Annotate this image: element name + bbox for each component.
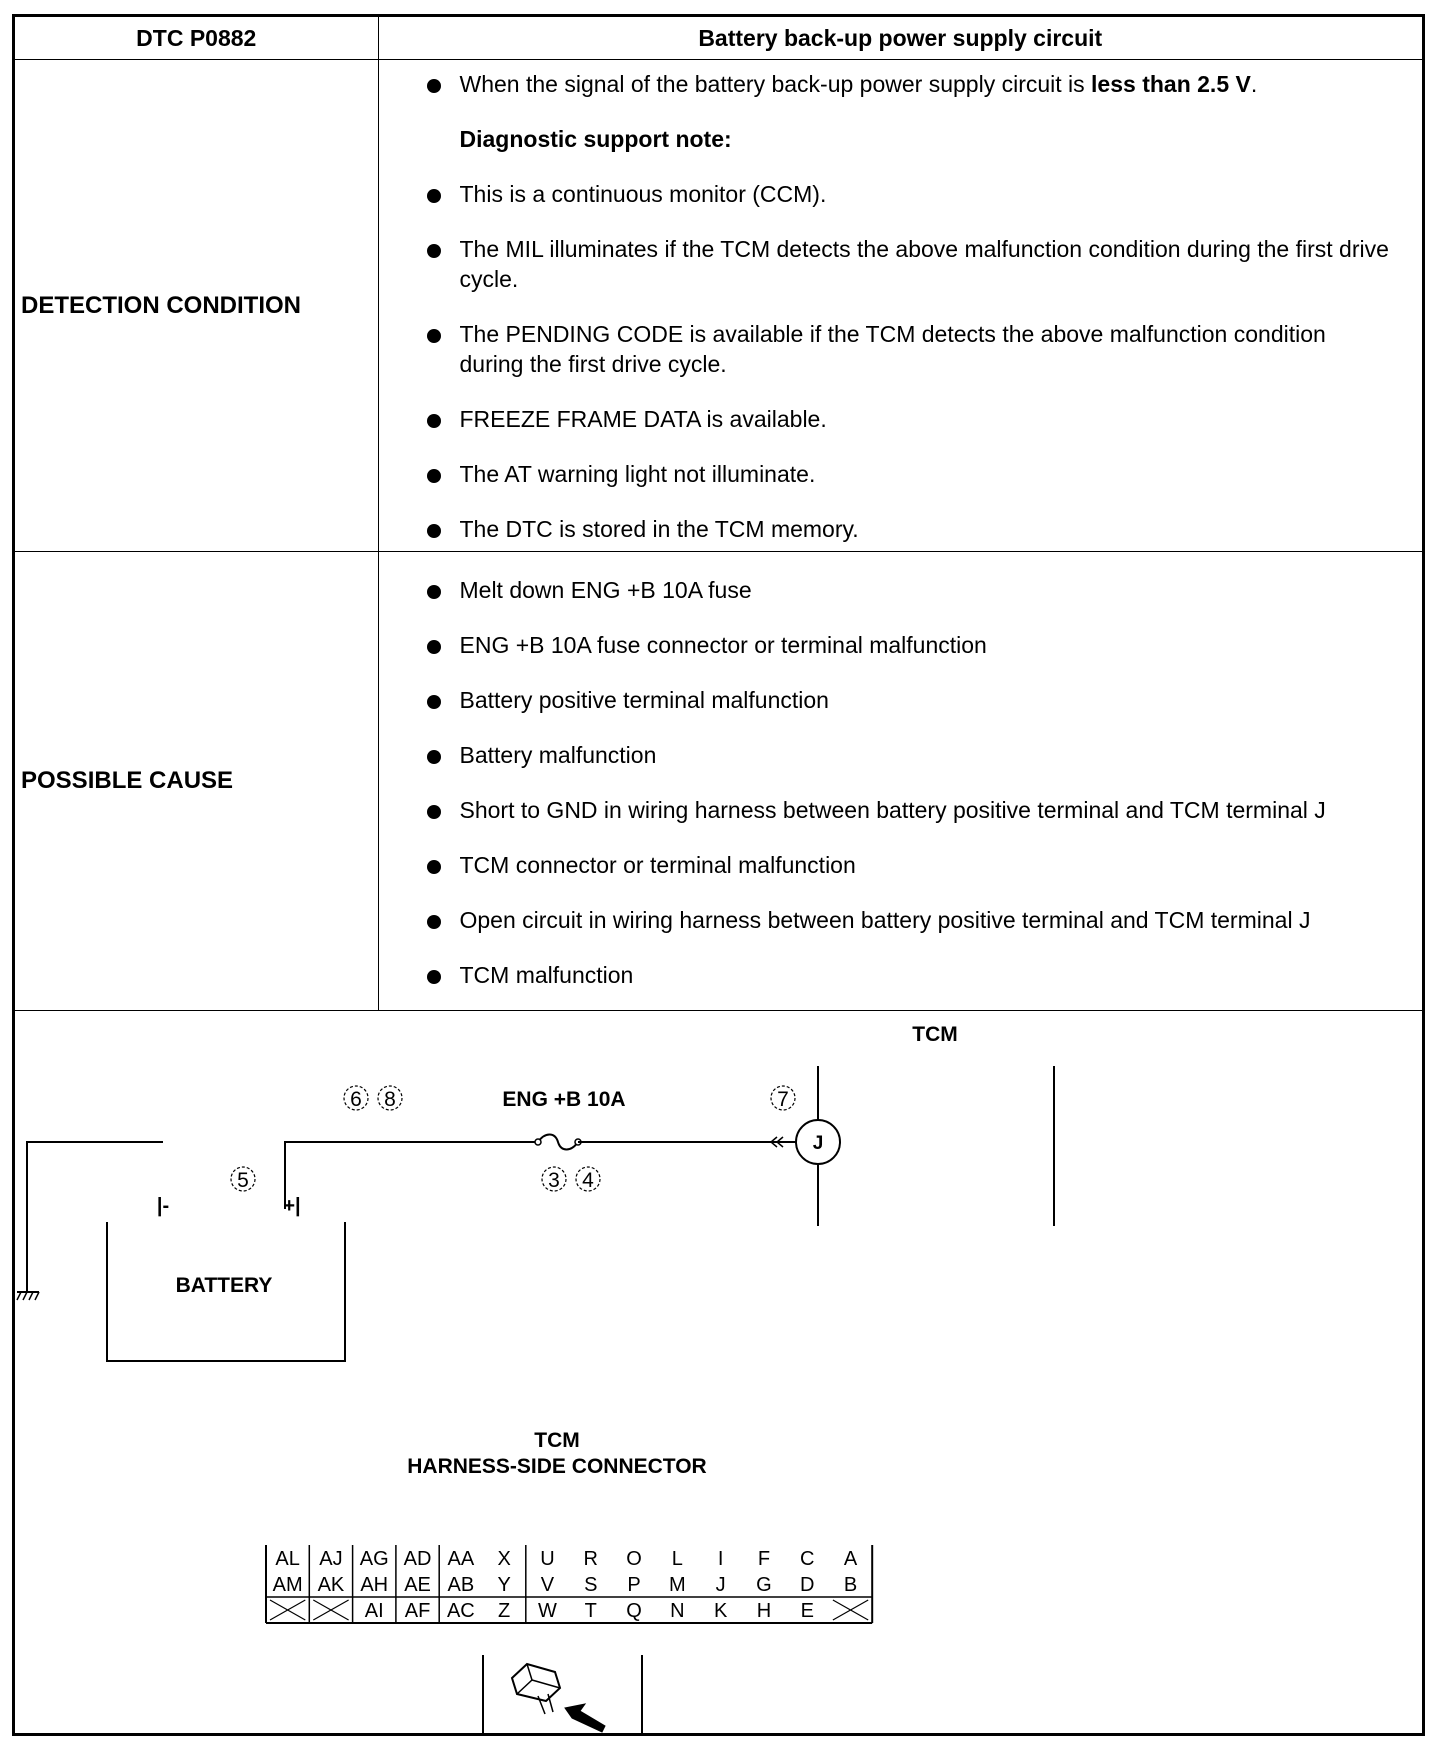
detection-cell	[378, 60, 1422, 552]
terminal-j-label: J	[812, 1133, 824, 1154]
connector-pin-t: T	[584, 1600, 597, 1622]
connector-pin-p: P	[627, 1574, 641, 1596]
connector-pin-grid	[266, 1545, 872, 1623]
connector-pin-v: V	[540, 1574, 555, 1596]
fuse-label: ENG +B 10A	[502, 1088, 626, 1111]
fuse-terminal-left	[535, 1139, 541, 1145]
connector-pin-q: Q	[626, 1600, 642, 1622]
connector-pin-aj: AJ	[319, 1548, 343, 1570]
callout-7	[771, 1086, 795, 1111]
connector-pin-b: B	[843, 1574, 858, 1596]
possible-cause-cell	[378, 552, 1422, 1011]
connector-pin-a: A	[843, 1548, 858, 1570]
cause-item: Short to GND in wiring harness between battery positive terminal and TCM terminal J	[380, 795, 1392, 825]
connector-pin-af: AF	[404, 1600, 431, 1622]
diagnostic-note-heading: Diagnostic support note:	[459, 126, 732, 152]
detection-label: DETECTION CONDITION	[15, 60, 378, 552]
empty-pin-cross	[270, 1600, 305, 1620]
connector-title-harness: HARNESS-SIDE CONNECTOR	[407, 1455, 707, 1478]
dtc-sheet	[12, 14, 1425, 1736]
cause-item: Open circuit in wiring harness between battery positive terminal and TCM terminal J	[380, 905, 1392, 935]
empty-pin-cross	[833, 1600, 868, 1620]
connector-pin-u: U	[540, 1548, 555, 1570]
connector-pin-m: M	[669, 1574, 686, 1596]
svg-text:7: 7	[777, 1088, 789, 1111]
cause-item: Battery malfunction	[380, 740, 1392, 770]
cause-item: TCM connector or terminal malfunction	[380, 850, 1392, 880]
cause-item: Melt down ENG +B 10A fuse	[380, 575, 1392, 605]
callout-5	[231, 1167, 255, 1192]
dtc-table	[15, 17, 1422, 1011]
cause-item: Battery positive terminal malfunction	[380, 685, 1392, 715]
connector-pin-ah: AH	[360, 1574, 389, 1596]
connector-pin-ag: AG	[359, 1548, 389, 1570]
connector-pin-l: L	[671, 1548, 683, 1570]
detection-row	[15, 60, 1422, 552]
connector-pin-e: E	[800, 1600, 814, 1622]
connector-pin-ae: AE	[404, 1574, 431, 1596]
callout-3	[542, 1167, 566, 1192]
detection-item: The PENDING CODE is available if the TCM detects the above malfunction condition during the first drive cycle.	[380, 319, 1392, 379]
connector-pin-ai: AI	[364, 1600, 384, 1622]
callout-8	[378, 1086, 402, 1111]
battery-negative-label: |-	[156, 1195, 170, 1217]
connector-pin-ak: AK	[317, 1574, 345, 1596]
connector-pin-h: H	[756, 1600, 772, 1622]
connector-pin-d: D	[800, 1574, 815, 1596]
connector-pin-ab: AB	[447, 1574, 475, 1596]
connector-pin-i: I	[717, 1548, 724, 1570]
detection-first-item: When the signal of the battery back-up power supply circuit is less than 2.5 V.	[380, 69, 1392, 99]
possible-cause-list	[380, 569, 1422, 994]
tcm-label: TCM	[912, 1023, 958, 1046]
connector-pin-z: Z	[498, 1600, 511, 1622]
connector-pin-o: O	[626, 1548, 642, 1570]
detection-item: The DTC is stored in the TCM memory.	[380, 514, 1392, 544]
callout-4	[576, 1167, 600, 1192]
connector-pin-ad: AD	[403, 1548, 432, 1570]
connector-pin-x: X	[497, 1548, 511, 1570]
connector-pin-aa: AA	[447, 1548, 475, 1570]
cause-item: ENG +B 10A fuse connector or terminal malfunction	[380, 630, 1392, 660]
connector-pin-c: C	[800, 1548, 815, 1570]
detection-item: This is a continuous monitor (CCM).	[380, 179, 1392, 209]
connector-title-tcm: TCM	[534, 1429, 580, 1452]
connector-pin-r: R	[583, 1548, 598, 1570]
connector-pin-ac: AC	[446, 1600, 475, 1622]
battery-positive-label: +|	[283, 1195, 301, 1217]
fuse-icon	[538, 1135, 578, 1150]
ground-symbol-icon	[17, 1292, 39, 1300]
connector-pin-f: F	[757, 1548, 771, 1570]
possible-cause-row	[15, 552, 1422, 1011]
connector-pin-j: J	[715, 1574, 726, 1596]
dtc-code: DTC P0882	[15, 17, 378, 60]
connector-pin-am: AM	[272, 1574, 303, 1596]
header-row	[15, 17, 1422, 60]
wiring-diagram-svg	[15, 1006, 1422, 1733]
wiring-diagram	[15, 1006, 1422, 1733]
connector-pin-n: N	[670, 1600, 685, 1622]
positive-wire-left	[285, 1142, 538, 1209]
svg-text:6: 6	[350, 1088, 362, 1111]
detection-item: The MIL illuminates if the TCM detects the above malfunction condition during the first drive cycle.	[380, 234, 1392, 294]
ground-wire	[27, 1142, 163, 1292]
svg-text:4: 4	[582, 1169, 594, 1192]
possible-cause-label: POSSIBLE CAUSE	[15, 552, 378, 1011]
connector-pin-al: AL	[275, 1548, 300, 1570]
svg-text:8: 8	[384, 1088, 396, 1111]
svg-text:5: 5	[237, 1169, 249, 1192]
threshold-value: less than 2.5 V	[1091, 71, 1251, 97]
connector-pin-y: Y	[497, 1574, 511, 1596]
connector-pin-k: K	[713, 1600, 728, 1622]
connector-pin-s: S	[584, 1574, 598, 1596]
battery-label: BATTERY	[175, 1274, 273, 1297]
empty-pin-cross	[313, 1600, 348, 1620]
detection-list	[380, 63, 1422, 548]
cause-item: TCM malfunction	[380, 960, 1392, 990]
detection-item: FREEZE FRAME DATA is available.	[380, 404, 1392, 434]
dtc-title: Battery back-up power supply circuit	[378, 17, 1422, 60]
connector-pin-g: G	[756, 1574, 772, 1596]
svg-text:3: 3	[548, 1169, 560, 1192]
harness-connector-view-icon	[512, 1664, 605, 1732]
connector-pin-w: W	[538, 1600, 557, 1622]
callout-6	[344, 1086, 368, 1111]
detection-item: The AT warning light not illuminate.	[380, 459, 1392, 489]
